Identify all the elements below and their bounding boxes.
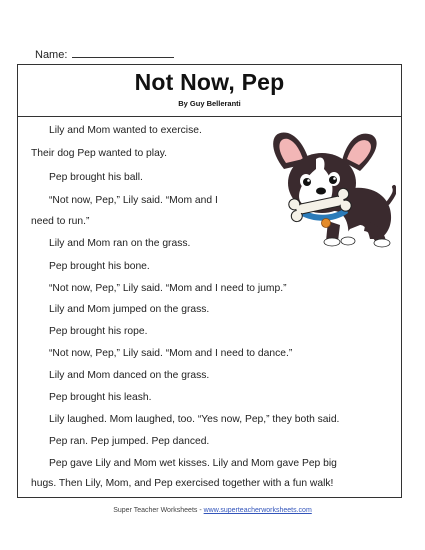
story-line: Lily and Mom wanted to exercise.	[49, 125, 202, 136]
byline: By Guy Belleranti	[178, 99, 241, 108]
name-row	[35, 47, 174, 61]
story-line: Lily and Mom danced on the grass.	[49, 370, 210, 381]
story-line: hugs. Then Lily, Mom, and Pep exercised together with a fun walk!	[31, 478, 334, 489]
story-line: Pep gave Lily and Mom wet kisses. Lily and Mom gave Pep big	[49, 458, 337, 469]
name-label: Name:	[35, 49, 68, 61]
footer-link[interactable]: www.superteacherworksheets.com	[203, 507, 312, 514]
story-line: Lily and Mom ran on the grass.	[49, 238, 191, 249]
story-line: “Not now, Pep,” Lily said. “Mom and I need to jump.”	[49, 283, 287, 294]
dog-illustration	[266, 125, 396, 251]
story-line: Lily and Mom jumped on the grass.	[49, 304, 210, 315]
page-title: Not Now, Pep	[134, 69, 285, 95]
story-line: need to run.”	[31, 216, 90, 227]
story-line: “Not now, Pep,” Lily said. “Mom and I need to dance.”	[49, 348, 293, 359]
worksheet-frame	[17, 64, 402, 498]
story-line: Pep brought his rope.	[49, 326, 148, 337]
footer-text: Super Teacher Worksheets -	[113, 507, 204, 514]
story-line: “Not now, Pep,” Lily said. “Mom and I	[49, 195, 218, 206]
story-line: Pep brought his bone.	[49, 261, 150, 272]
footer	[0, 507, 425, 514]
name-field[interactable]	[72, 47, 174, 58]
story-line: Pep brought his ball.	[49, 172, 143, 183]
story-line: Pep ran. Pep jumped. Pep danced.	[49, 436, 210, 447]
story-line: Pep brought his leash.	[49, 392, 152, 403]
story-line: Lily laughed. Mom laughed, too. “Yes now, Pep,” they both said.	[49, 414, 340, 425]
story-line: Their dog Pep wanted to play.	[31, 148, 168, 159]
